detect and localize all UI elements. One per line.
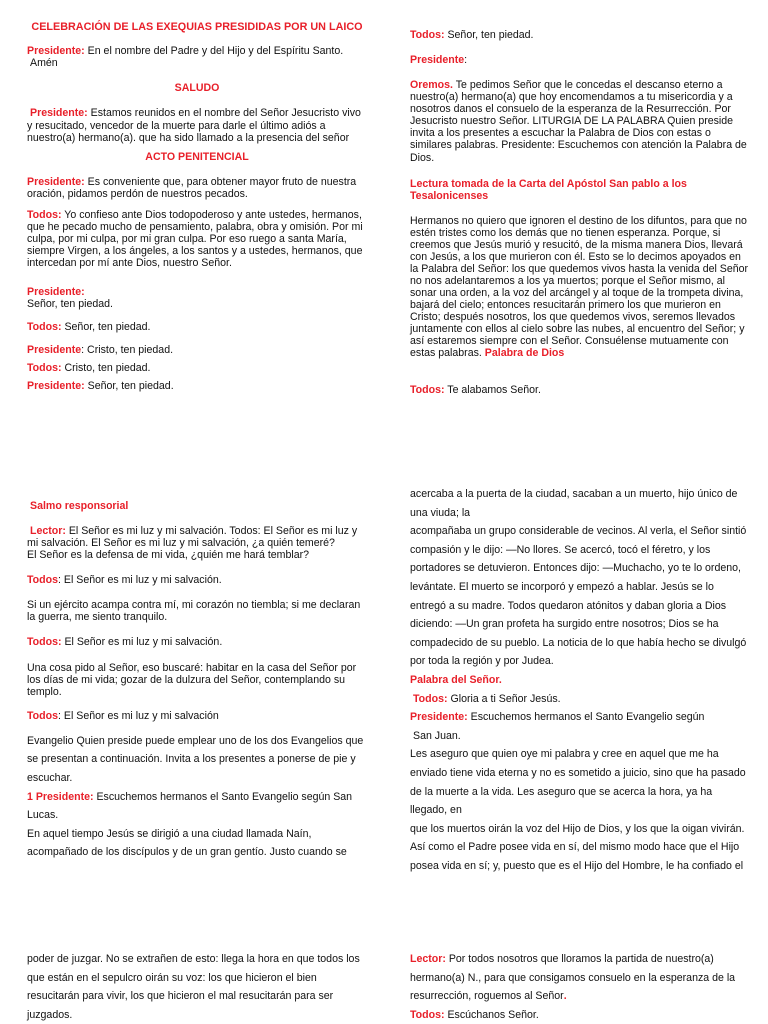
paragraph — [410, 29, 752, 41]
paragraph-text: Evangelio Quien preside puede emplear uno de los dos Evangelios que se presentan a continuación. Invita a los presentes a ponerse de pie y escuchar. — [27, 734, 364, 784]
speaker-label: Todos: — [27, 321, 62, 334]
speaker-label: Presidente: — [27, 45, 85, 58]
paragraph — [27, 599, 367, 623]
paragraph-text: Te alabamos Señor. — [444, 384, 541, 397]
page3-left-column — [27, 950, 367, 1024]
paragraph-text: San Juan. — [413, 729, 461, 742]
paragraph — [27, 286, 367, 310]
speaker-label: Oremos. — [410, 79, 453, 92]
paragraph-text: Te pedimos Señor que le concedas el descanso eterno a nuestro(a) hermano(a) que hoy encomendamos a tu misericordia y a nosotros danos el consuelo de la esperanza de la Resurrección. Por Jesucristo nuestro Señor. LITURGIA DE LA PALABRA Quien preside invita a los presentes a escuchar la Palabra de Dios con estas o similares palabras. Presidente: Escuchemos con atención la Palabra de Dios. — [410, 79, 747, 164]
speaker-label: 1 Presidente: — [27, 790, 94, 803]
section-heading-acto-penitencial: ACTO PENITENCIAL — [145, 150, 249, 163]
paragraph — [27, 362, 367, 374]
paragraph — [27, 525, 367, 561]
speaker-label: Lector: — [410, 953, 446, 965]
speaker-label: Todos: — [27, 208, 62, 221]
paragraph-text: El Señor es mi luz y mi salvación. Todos: El Señor es mi luz y mi salvación. El Señor es mi luz y mi salvación, ¿a quién temeré? — [27, 525, 358, 550]
speaker-label: Presidente: — [30, 107, 88, 120]
paragraph — [27, 636, 367, 648]
palabra-de-dios-label: Palabra de Dios — [484, 347, 565, 360]
paragraph — [410, 384, 752, 396]
paragraph-text: : — [464, 54, 468, 67]
speaker-label: Todos: — [410, 384, 445, 397]
paragraph-text: Señor, ten piedad. — [27, 298, 113, 311]
paragraph-text: El Señor es mi luz y mi salvación. — [61, 636, 223, 649]
speaker-label: Todos: — [27, 362, 62, 375]
amen-text: Amén — [30, 57, 58, 70]
speaker-label: Presidente — [410, 54, 465, 67]
paragraph — [27, 321, 367, 333]
paragraph — [27, 710, 367, 722]
paragraph-text: acompañaba un grupo considerable de vecinos. Al verla, el Señor sintió compasión y le dijo: —No llores. Se acercó, tocó el féretro, y los portadores se detuvieron. Entonces dijo: —Muchacho, yo te lo ordeno, — [410, 525, 747, 575]
speaker-label: Presidente: — [410, 711, 468, 724]
reading-title: Lectura tomada de la Carta del Apóstol San pablo a los Tesalonicenses — [410, 177, 687, 202]
speaker-label: Presidente — [27, 344, 82, 357]
paragraph-text: : Cristo, ten piedad. — [81, 344, 174, 357]
paragraph — [27, 107, 367, 143]
paragraph — [27, 45, 367, 69]
paragraph — [27, 662, 367, 698]
paragraph-text: poder de juzgar. No se extrañen de esto: llega la hora en que todos los que están en el sepulcro oirán su voz: los que hicieron el bien resucitarán para vivir, los que hicieron el mal resucitarán para ser juzgados. — [27, 953, 360, 1021]
paragraph-text: : El Señor es mi luz y mi salvación — [58, 709, 219, 722]
speaker-label: Todos: — [410, 1008, 445, 1021]
paragraph-text: Cristo, ten piedad. — [61, 362, 151, 375]
page2-right-column — [410, 485, 752, 875]
paragraph-text: Escúchanos Señor. — [444, 1008, 539, 1021]
page1-left-column — [27, 21, 367, 393]
paragraph-text: Señor, ten piedad. — [61, 321, 151, 334]
paragraph — [27, 209, 367, 269]
page1-right-column — [410, 29, 752, 397]
speaker-label: Presidente: — [27, 175, 85, 188]
paragraph — [27, 344, 367, 356]
paragraph — [27, 176, 367, 200]
paragraph-text: Señor, ten piedad. — [444, 29, 534, 41]
paragraph-text: Escuchemos hermanos el Santo Evangelio según — [467, 711, 705, 724]
paragraph — [410, 54, 752, 66]
speaker-label: Todos — [27, 709, 58, 722]
paragraph-text: En el nombre del Padre y del Hijo y del Espíritu Santo. — [84, 45, 344, 58]
document-title: CELEBRACIÓN DE LAS EXEQUIAS PRESIDIDAS POR UN LAICO — [31, 21, 363, 33]
speaker-label: Todos: — [410, 29, 445, 41]
paragraph-text: acercaba a la puerta de la ciudad, sacaban a un muerto, hijo único de una viuda; la — [410, 488, 738, 519]
speaker-label: Todos: — [413, 692, 448, 705]
paragraph — [410, 485, 752, 875]
paragraph — [410, 215, 752, 360]
paragraph-text: Gloria a ti Señor Jesús. — [447, 692, 561, 705]
paragraph — [27, 950, 367, 1024]
speaker-label: Lector: — [30, 525, 66, 538]
paragraph-text: Si un ejército acampa contra mí, mi corazón no tiembla; si me declaran la guerra, me siento tranquilo. — [27, 599, 361, 624]
paragraph-text: Estamos reunidos en el nombre del Señor Jesucristo vivo y resucitado, vencedor de la muerte para darle el último adiós a nuestro(a) hermano(a). que ha sido llamado a la presencia del señor — [27, 107, 361, 144]
psalm-title: Salmo responsorial — [30, 500, 129, 512]
paragraph — [27, 574, 367, 586]
paragraph-text: Hermanos no quiero que ignoren el destino de los difuntos, para que no estén tristes como los demás que no tienen esperanza. Porque, si creemos que Jesús murió y resucitó, de la misma manera Dios, llevará con Jesús, a los que murieron con él. Esto se lo decimos apoyados en la Palabra del Señor: los que quedemos vivos hasta la venida del Señor no nos adelantaremos a los ya muertos; porque el Señor mismo, al sonar una orden, a la voz del arcángel y al toque de la trompeta divina, bajará del cielo; entonces resucitarán primero los que murieron en Cristo; después nosotros, los que quedemos vivos, seremos llevados juntamente con ellos al cielo sobre las nubes, al encuentro del Señor; y así estaremos siempre con el Señor. Consuélense mutuamente con estas palabras. — [410, 214, 749, 360]
paragraph-text: Una cosa pido al Señor, eso buscaré: habitar en la casa del Señor por los días de mi vida; gozar de la dulzura del Señor, contemplando su templo. — [27, 661, 357, 698]
paragraph-text: En aquel tiempo Jesús se dirigió a una ciudad llamada Naín, acompañado de los discípulos y de un gran gentío. Justo cuando se — [27, 827, 347, 859]
section-heading-saludo: SALUDO — [174, 82, 220, 95]
paragraph-text: que los muertos oirán la voz del Hijo de Dios, y los que la oigan vivirán. Así como el Padre posee vida en sí, del mismo modo hace que el Hijo posea vida en sí; y, puesto que es el Hijo del Hombre, le ha confiado el — [410, 822, 745, 872]
paragraph — [410, 950, 752, 1024]
speaker-label: Todos — [27, 574, 58, 587]
paragraph-text: Por todos nosotros que lloramos la partida de nuestro(a) hermano(a) N., para que consigamos consuelo en la esperanza de la resurrección, roguemos al Señor — [410, 953, 736, 1003]
page2-left-column — [27, 500, 367, 862]
period-mark: . — [563, 990, 567, 1003]
paragraph — [410, 79, 752, 163]
paragraph-text: levántate. El muerto se incorporó y empezó a hablar. Jesús se lo entregó a su madre. Todos quedaron atónitos y daban gloria a Dios diciendo: —Un gran profeta ha surgido entre nosotros; Dios se ha compadecido de su pueblo. La noticia de lo que había hecho se divulgó por toda la región y por Judea. — [410, 580, 747, 668]
paragraph-text: Señor, ten piedad. — [84, 380, 174, 393]
paragraph — [27, 732, 367, 862]
speaker-label: Presidente: — [27, 380, 85, 393]
palabra-del-senor-label: Palabra del Señor. — [410, 673, 502, 686]
paragraph-text: : El Señor es mi luz y mi salvación. — [58, 574, 222, 587]
paragraph-text: Yo confieso ante Dios todopoderoso y ante ustedes, hermanos, que he pecado mucho de pensamiento, palabra, obra y omisión. Por mi culpa, por mi culpa, por mi gran culpa. Por eso ruego a santa María, siempre Virgen, a los ángeles, a los santos y a ustedes, hermanos, que intercedan por mí ante Dios, nuestro Señor. — [27, 208, 363, 270]
page3-right-column — [410, 950, 752, 1024]
speaker-label: Todos: — [27, 636, 62, 649]
paragraph — [27, 380, 367, 392]
paragraph-text: Les aseguro que quien oye mi palabra y cree en aquel que me ha enviado tiene vida eterna y no es sometido a juicio, sino que ha pasado de la muerte a la vida. Les aseguro que se acerca la hora, ya ha llegado, en — [410, 748, 746, 817]
paragraph-text: El Señor es la defensa de mi vida, ¿quién me hará temblar? — [27, 549, 310, 562]
paragraph-text: Escuchemos hermanos el Santo Evangelio según San Lucas. — [27, 790, 353, 822]
speaker-label: Presidente: — [27, 286, 85, 299]
paragraph-text: Es conveniente que, para obtener mayor fruto de nuestra oración, pidamos perdón de nuestros pecados. — [27, 175, 357, 200]
